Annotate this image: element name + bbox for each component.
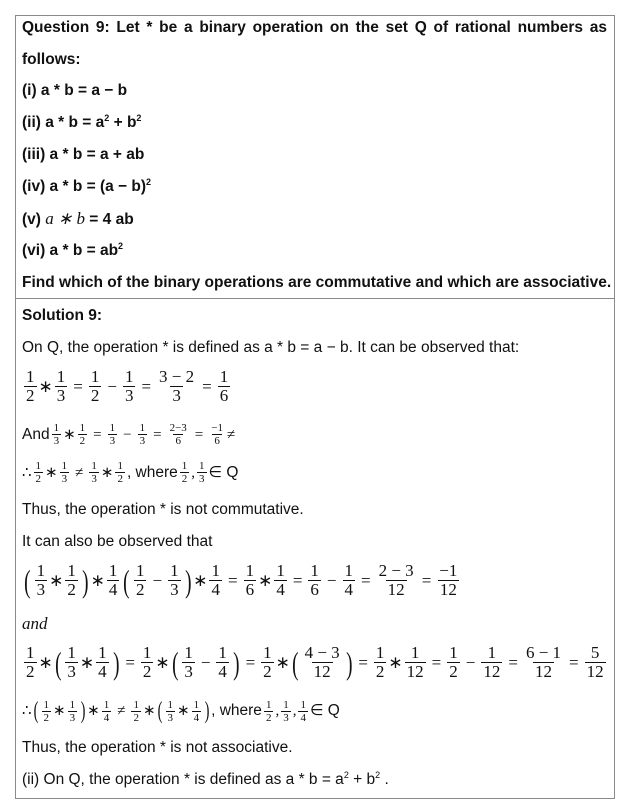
equation-1: 1 2 ∗ $\frac{1}{3}$ = $\frac{1}{2}$ − $\frac{1}{3}$ = $\frac{3 - 2}{3}$ = $\frac{1}{6}$ xyxy=(26,367,229,405)
equation-5: 1 2 ∗ ( 1 3 ∗ 1 4 ) = $\frac{1}{2}$ ∗ ( 1 3 − $\frac{1}{4}$ ) = $\frac{1}{2}$ ∗ ( 4 − 3 12 ) = $\frac{1}{2}$ ∗ $\frac{1}{12}$ = $\frac{1}{2}$ − $\frac{1}{12}$ = $\frac{6 - 1}{12}$ = $\frac{5}{12}$ xyxy=(26,643,604,681)
operation-iii: (iii) a * b = a + ab xyxy=(22,146,145,163)
not-commutative-statement: Thus, the operation * is not commutative. xyxy=(22,501,304,518)
equation-3: ∴ 1 2 ∗ 1 3 ≠ 1 3 ∗ 1 2 , where 1 2 , 1 3 ∈ Q xyxy=(22,460,239,485)
also-observed-text: It can also be observed that xyxy=(22,533,213,550)
question-prompt: Find which of the binary operations are commutative and which are associative. xyxy=(22,274,612,291)
operation-i: (i) a * b = a − b xyxy=(22,82,128,99)
operation-v: (v) a ∗ b = 4 ab xyxy=(22,209,134,228)
question-title: Question 9: Let * be a binary operation on the set Q of rational numbers as xyxy=(22,19,607,36)
operation-iv: (iv) $a * b = (a - b)^2$ xyxy=(22,177,152,195)
solution-heading: Solution 9: xyxy=(22,307,103,324)
part-ii-definition: (ii) On Q, the operation * is defined as $a * b = a^2 + b^2$ . xyxy=(22,770,389,788)
section-divider xyxy=(15,298,615,299)
equation-2: And 1 3 ∗ $\frac{1}{2}$ = $\frac{1}{3}$ − $\frac{1}{3}$ = $\frac{2-3}{6}$ = $\frac{-1}{6}$ ≠ xyxy=(22,422,236,447)
operation-vi: (vi) $a * b = ab^2$ xyxy=(22,241,124,259)
question-title-cont: follows: xyxy=(22,51,81,68)
equation-6: ∴ ( 1 2 ∗ 1 3 ) ∗ 1 4 ≠ 1 2 ∗ ( 1 3 ∗ 1 4 ) , where 1 2 , 1 3 , 1 4 ∈ Q xyxy=(22,698,340,724)
operation-ii: (ii) $a * b = a^2 + b^2$ xyxy=(22,113,142,131)
not-associative-statement: Thus, the operation * is not associative. xyxy=(22,739,293,756)
equation-4: ( 1 3 ∗ 1 2 ) ∗ 1 4 ( 1 2 − $\frac{1}{3}$ ) ∗ $\frac{1}{4}$ = $\frac{1}{6}$ ∗ $\frac{1}{4}$ = $\frac{1}{6}$ − $\frac{1}{4}$ = $\frac{2 - 3}{12}$ = $\frac{-1}{12}$ xyxy=(24,561,458,599)
solution-intro: On Q, the operation * is defined as a * b = a − b. It can be observed that: xyxy=(22,339,520,356)
and-word: and xyxy=(22,614,48,633)
